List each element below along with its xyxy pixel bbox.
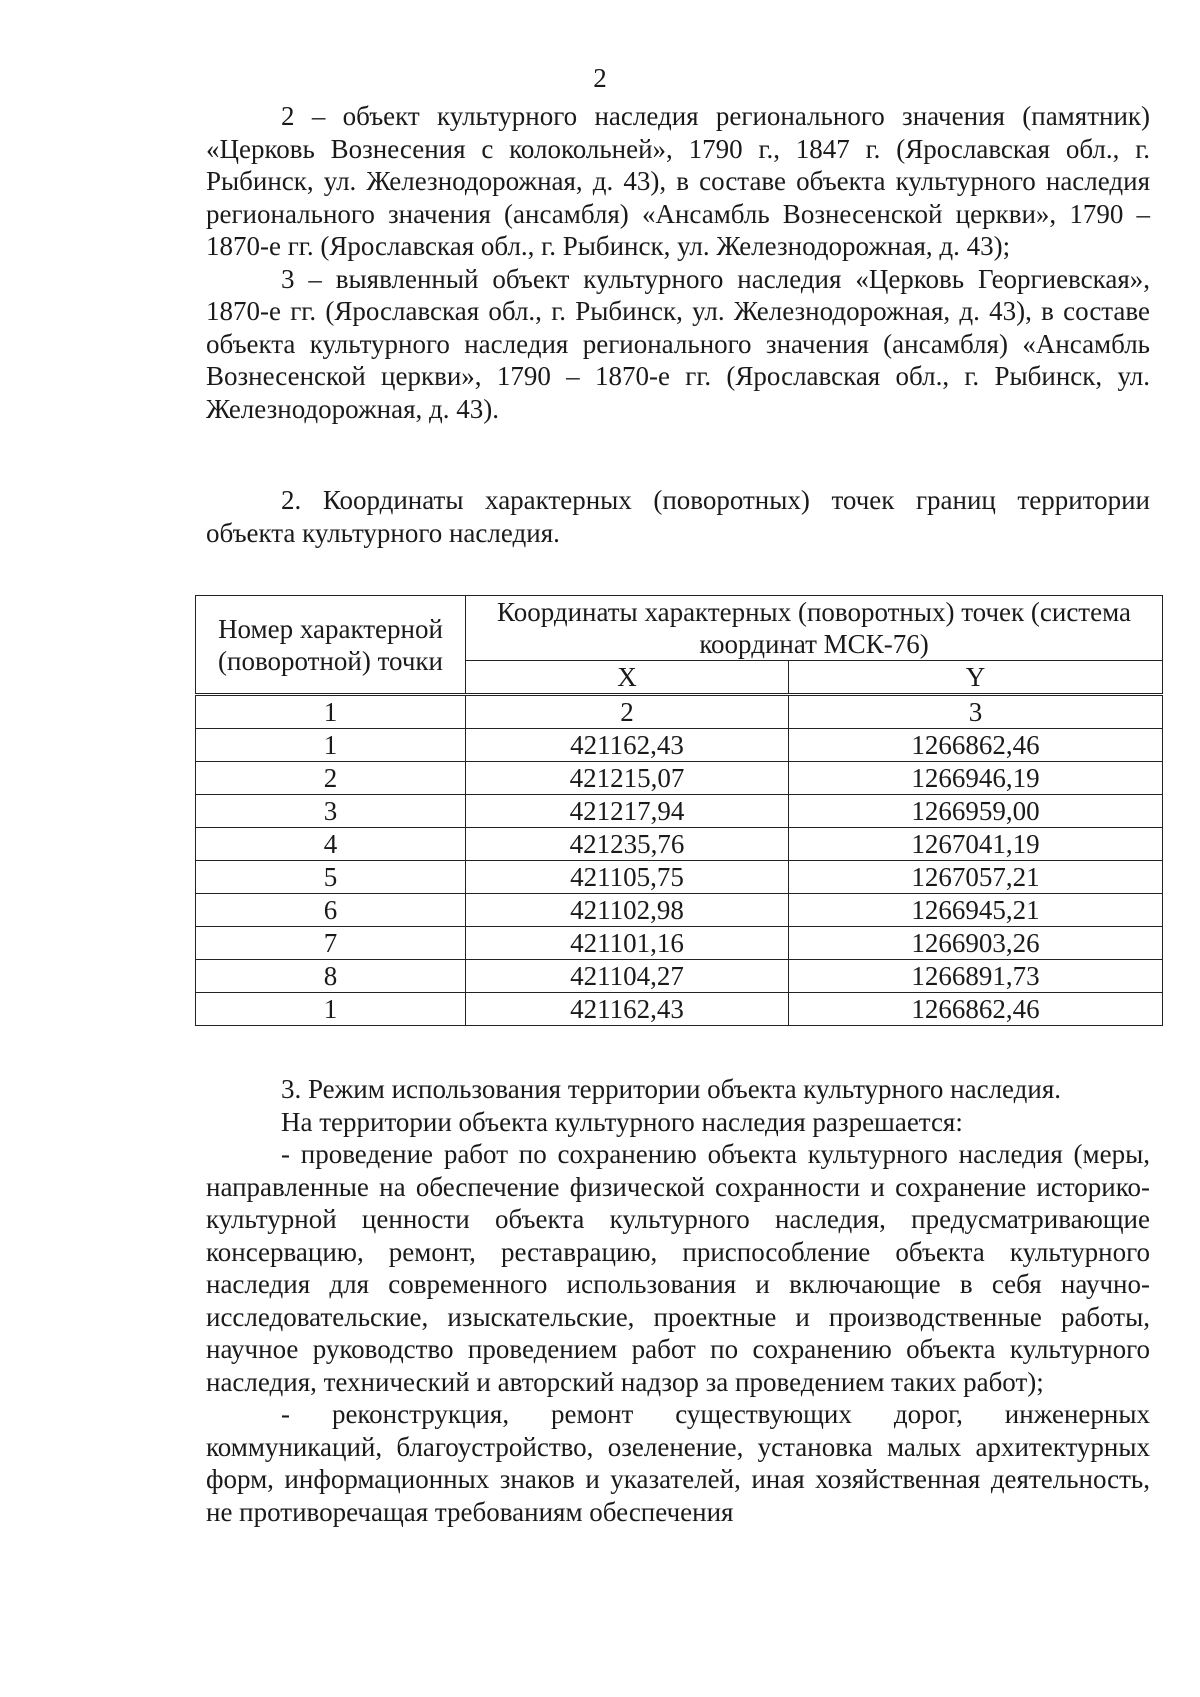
- column-number: 3: [789, 695, 1163, 729]
- table-row: [196, 861, 1163, 894]
- coordinate-y: 1266959,00: [789, 795, 1163, 828]
- coordinate-x: 421105,75: [466, 861, 789, 894]
- point-number: 1: [196, 993, 466, 1026]
- intro-item-3: 3 – выявленный объект культурного наследия «Церковь Георгиевская», 1870-е гг. (Ярославская обл., г. Рыбинск, ул. Железнодорожная, д. 43), в составе объекта культурного наследия регионального значения (ансамбля) «Ансамбль Вознесенской церкви», 1790 – 1870-е гг. (Ярославская обл., г. Рыбинск, ул. Железнодорожная, д. 43).: [206, 263, 1150, 424]
- header-coordinates: Координаты характерных (поворотных) точек (система координат МСК-76): [466, 596, 1163, 661]
- coordinates-table: [195, 595, 1163, 1026]
- section-3-item-1: - проведение работ по сохранению объекта культурного наследия (меры, направленные на обеспечение физической сохранности и сохранение историко-культурной ценности объекта культурного наследия, предусматривающие консервацию, ремонт, реставрацию, приспособление объекта культурного наследия для современного использования и включающие в себя научно-исследовательские, изыскательские, проектные и производственные работы, научное руководство проведением работ по сохранению объекта культурного наследия, технический и авторский надзор за проведением таких работ);: [206, 1139, 1150, 1397]
- section-3: [206, 1073, 1150, 1528]
- table-row: [196, 894, 1163, 927]
- intro-item-2: 2 – объект культурного наследия регионального значения (памятник) «Церковь Вознесения с колокольней», 1790 г., 1847 г. (Ярославская обл., г. Рыбинск, ул. Железнодорожная, д. 43), в составе объекта культурного наследия регионального значения (ансамбля) «Ансамбль Вознесенской церкви», 1790 – 1870-е гг. (Ярославская обл., г. Рыбинск, ул. Железнодорожная, д. 43);: [206, 101, 1150, 261]
- section-2-heading: 2. Координаты характерных (поворотных) точек границ территории объекта культурного наследия.: [206, 485, 1150, 548]
- point-number: 3: [196, 795, 466, 828]
- coordinate-x: 421104,27: [466, 960, 789, 993]
- column-number: 2: [466, 695, 789, 729]
- header-x: X: [466, 661, 789, 695]
- table-row: [196, 993, 1163, 1026]
- section-3-heading: 3. Режим использования территории объекта культурного наследия.: [281, 1074, 1062, 1104]
- header-point-number: Номер характерной (поворотной) точки: [196, 596, 466, 695]
- coordinate-y: 1266945,21: [789, 894, 1163, 927]
- point-number: 5: [196, 861, 466, 894]
- table-row: [196, 729, 1163, 762]
- point-number: 4: [196, 828, 466, 861]
- point-number: 8: [196, 960, 466, 993]
- table-row: [196, 927, 1163, 960]
- table-row: [196, 762, 1163, 795]
- coordinate-y: 1266862,46: [789, 993, 1163, 1026]
- section-2: [206, 484, 1150, 549]
- coordinate-x: 421101,16: [466, 927, 789, 960]
- header-y: Y: [789, 661, 1163, 695]
- table-row: [196, 795, 1163, 828]
- table-header-row: [196, 596, 1163, 661]
- coordinate-y: 1266891,73: [789, 960, 1163, 993]
- coordinate-x: 421217,94: [466, 795, 789, 828]
- coordinate-x: 421215,07: [466, 762, 789, 795]
- table-column-numbers-row: [196, 695, 1163, 729]
- coordinate-y: 1266903,26: [789, 927, 1163, 960]
- point-number: 2: [196, 762, 466, 795]
- page-number: 2: [593, 63, 607, 93]
- point-number: 6: [196, 894, 466, 927]
- coordinate-y: 1266862,46: [789, 729, 1163, 762]
- column-number: 1: [196, 695, 466, 729]
- section-3-allowed: На территории объекта культурного наследия разрешается:: [281, 1106, 963, 1137]
- intro-section: [206, 100, 1150, 425]
- coordinate-y: 1266946,19: [789, 762, 1163, 795]
- point-number: 7: [196, 927, 466, 960]
- coordinate-x: 421235,76: [466, 828, 789, 861]
- section-3-item-2: - реконструкция, ремонт существующих дорог, инженерных коммуникаций, благоустройство, озеленение, установка малых архитектурных форм, информационных знаков и указателей, иная хозяйственная деятельность, не противоречащая требованиям обеспечения: [206, 1399, 1150, 1527]
- point-number: 1: [196, 729, 466, 762]
- coordinate-x: 421162,43: [466, 993, 789, 1026]
- table-row: [196, 960, 1163, 993]
- table-row: [196, 828, 1163, 861]
- coordinate-x: 421102,98: [466, 894, 789, 927]
- coordinate-x: 421162,43: [466, 729, 789, 762]
- coordinate-y: 1267057,21: [789, 861, 1163, 894]
- coordinate-y: 1267041,19: [789, 828, 1163, 861]
